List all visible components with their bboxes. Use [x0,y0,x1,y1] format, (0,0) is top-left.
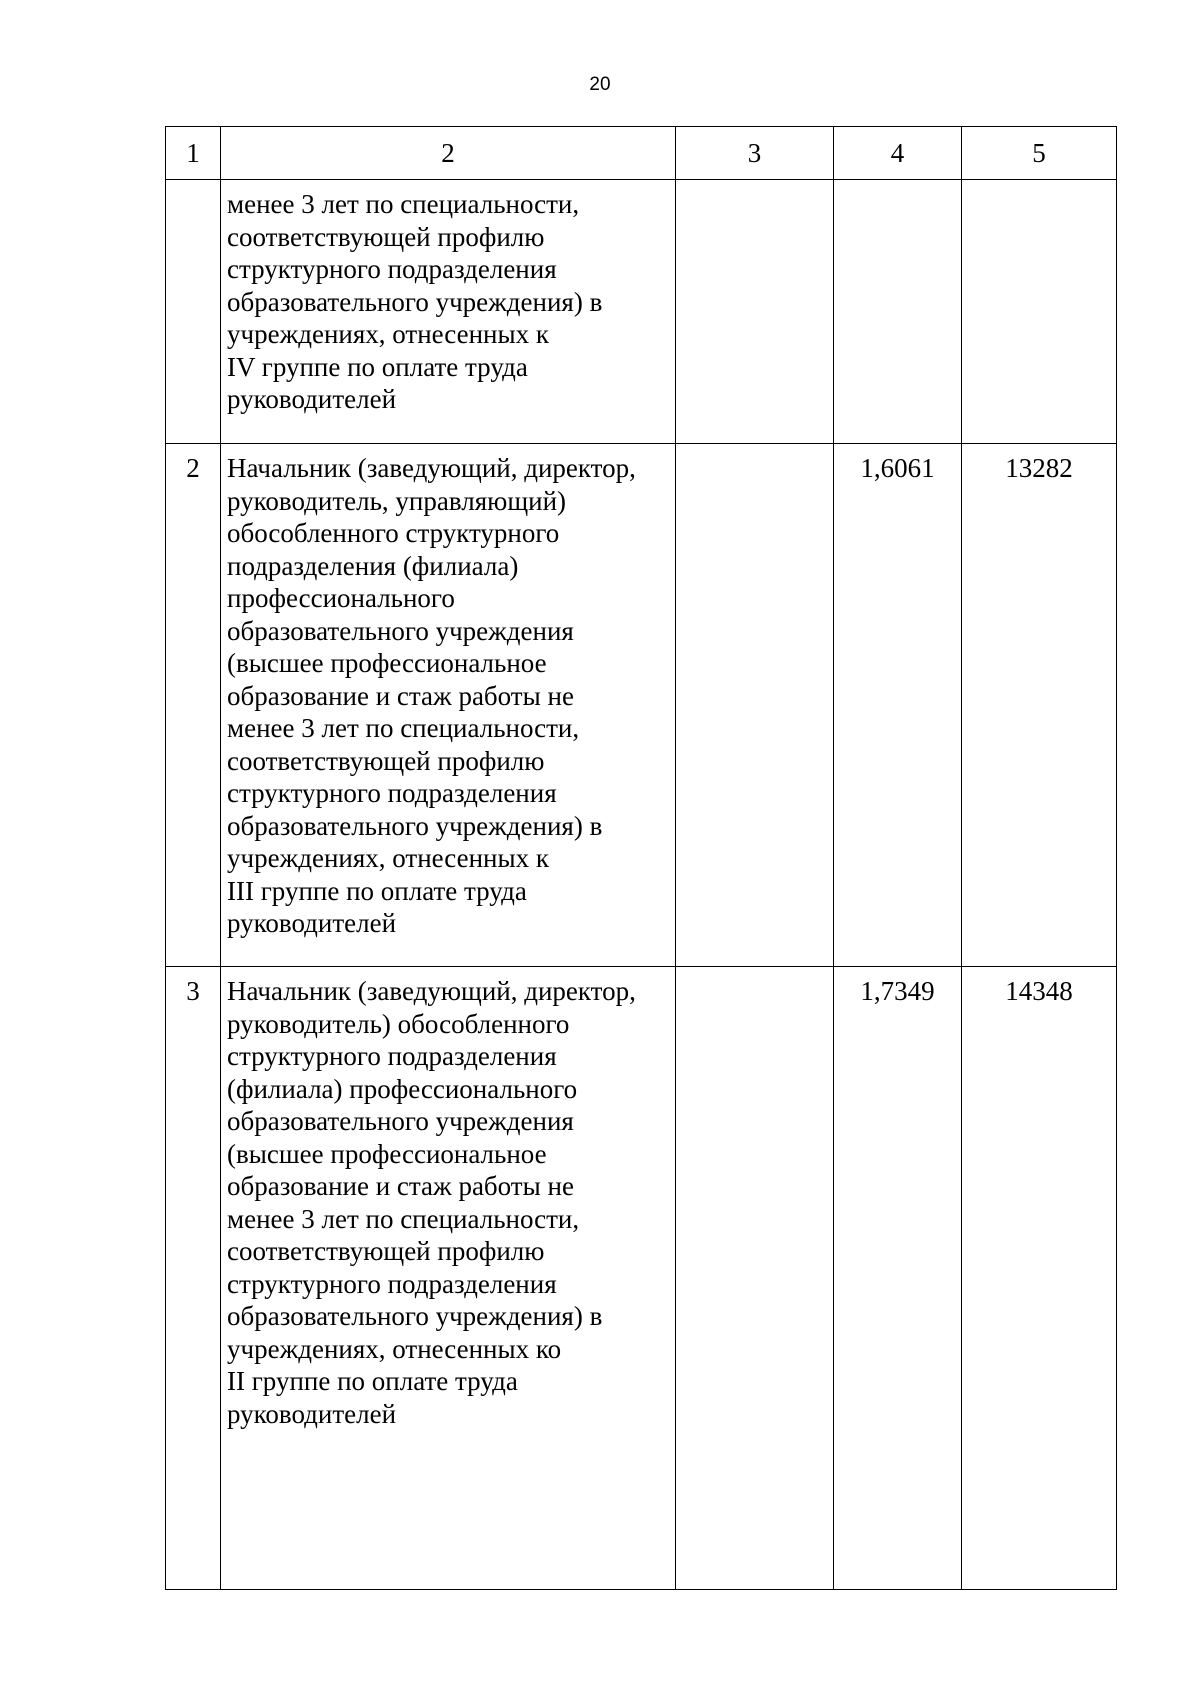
column-3-cell [676,444,834,967]
header-cell-5: 5 [962,127,1117,180]
page-number: 20 [589,74,611,95]
row-number-cell: 3 [166,967,221,1590]
coefficient-cell [834,180,962,444]
table-row [166,967,1117,1590]
position-description-cell [221,180,676,444]
position-description-cell [221,444,676,967]
row-number-cell: 2 [166,444,221,967]
salary-cell: 13282 [962,444,1117,967]
header-cell-4: 4 [834,127,962,180]
column-3-cell [676,967,834,1590]
table-row [166,180,1117,444]
row-number-cell [166,180,221,444]
coefficient-cell: 1,7349 [834,967,962,1590]
coefficient-cell: 1,6061 [834,444,962,967]
position-description: Начальник (заведующий, директор, руководитель) обособленного структурного подразделения (филиала) профессионального образовательного учреждения (высшее профессиональное образование и стаж работы не менее 3 лет по специальности, соответствующей профилю структурного подразделения образовательного учреждения) в учреждениях, отнесенных ко II группе по оплате труда руководителей [227,976,636,1429]
header-cell-1: 1 [166,127,221,180]
header-cell-2: 2 [221,127,676,180]
salary-table [165,126,1117,1590]
table-row [166,444,1117,967]
position-description: менее 3 лет по специальности, соответствующей профилю структурного подразделения образовательного учреждения) в учреждениях, отнесенных к IV группе по оплате труда руководителей [227,189,603,414]
table-header-row [166,127,1117,180]
header-cell-3: 3 [676,127,834,180]
position-description-cell [221,967,676,1590]
position-description: Начальник (заведующий, директор, руководитель, управляющий) обособленного структурного подразделения (филиала) профессионального образовательного учреждения (высшее профессиональное образование и стаж работы не менее 3 лет по специальности, соответствующей профилю структурного подразделения образовательного учреждения) в учреждениях, отнесенных к III группе по оплате труда руководителей [227,453,636,938]
salary-cell: 14348 [962,967,1117,1590]
salary-cell [962,180,1117,444]
column-3-cell [676,180,834,444]
